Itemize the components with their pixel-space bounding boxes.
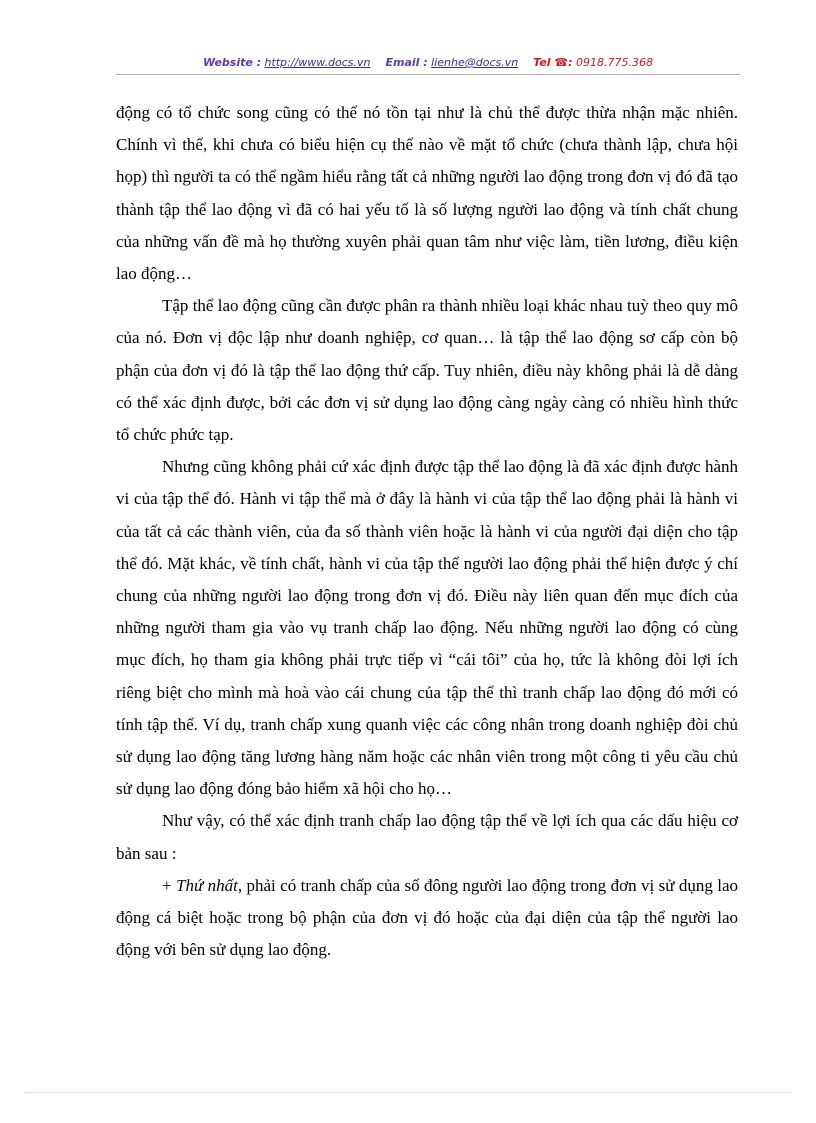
paragraph-4: Như vậy, có thể xác định tranh chấp lao động tập thể về lợi ích qua các dấu hiệu cơ bản sau : xyxy=(116,811,738,863)
paragraph-1: động có tổ chức song cũng có thể nó tồn tại như là chủ thể được thừa nhận mặc nhiên. Chính vì thế, khi chưa có biểu hiện cụ thể nào về mặt tổ chức (chưa thành lập, chưa hội họp) thì người ta có thể ngầm hiểu rằng tất cả những người lao động trong đơn vị đó đã tạo thành tập thể lao động vì đã có hai yếu tố là số lượng người lao động và tính chất chung của những vấn đề mà họ thường xuyên phải quan tâm như việc làm, tiền lương, điều kiện lao động… xyxy=(116,103,738,284)
paragraph-5 xyxy=(116,870,738,967)
email-label: Email : xyxy=(385,56,428,69)
first-point-label: Thứ nhất xyxy=(176,875,238,895)
paragraph-3: Nhưng cũng không phải cứ xác định được tập thể lao động là đã xác định được hành vi của tập thể đó. Hành vi tập thể mà ở đây là hành vi của tập thể lao động phải là hành vi của tất cả các thành viên, của đa số thành viên hoặc là hành vi của người đại diện cho tập thể đó. Mặt khác, về tính chất, hành vi của tập thể người lao động phải thể hiện được ý chí chung của những người lao động trong đơn vị đó. Điều này liên quan đến mục đích của những người tham gia vào vụ tranh chấp lao động. Nếu những người lao động có cùng mục đích, họ tham gia không phải trực tiếp vì “cái tôi” của họ, tức là không đòi lợi ích riêng biệt cho mình mà hoà vào cái chung của tập thể thì tranh chấp lao động đó mới có tính tập thể. Ví dụ, tranh chấp xung quanh việc các công nhân trong doanh nghiệp đòi chủ sử dụng lao động tăng lương hàng năm hoặc các nhân viên trong một công ti yêu cầu chủ sử dụng lao động đóng bảo hiểm xã hội cho họ… xyxy=(116,457,738,799)
paragraph-5-text: , phải có tranh chấp của số đông người lao động trong đơn vị sử dụng lao động cá biệt hoặc trong bộ phận của đơn vị đó hoặc của đại diện của tập thể người lao động với bên sử dụng lao động. xyxy=(116,875,738,960)
page-header xyxy=(116,56,740,69)
bullet-marker: + xyxy=(162,875,176,895)
phone-number: 0918.775.368 xyxy=(575,56,653,69)
document-body xyxy=(116,97,738,966)
website-label: Website : xyxy=(203,56,262,69)
website-link[interactable]: http://www.docs.vn xyxy=(264,56,371,69)
paragraph-2: Tập thể lao động cũng cần được phân ra thành nhiều loại khác nhau tuỳ theo quy mô của nó. Đơn vị độc lập như doanh nghiệp, cơ quan… là tập thể lao động sơ cấp còn bộ phận của đơn vị đó là tập thể lao động thứ cấp. Tuy nhiên, điều này không phải là dễ dàng có thể xác định được, bởi các đơn vị sử dụng lao động càng ngày càng có nhiều hình thức tổ chức phức tạp. xyxy=(116,296,738,445)
phone-label: Tel ☎: xyxy=(533,56,573,69)
header-divider xyxy=(116,74,740,75)
email-link[interactable]: lienhe@docs.vn xyxy=(431,56,519,69)
footer-divider xyxy=(24,1092,792,1093)
